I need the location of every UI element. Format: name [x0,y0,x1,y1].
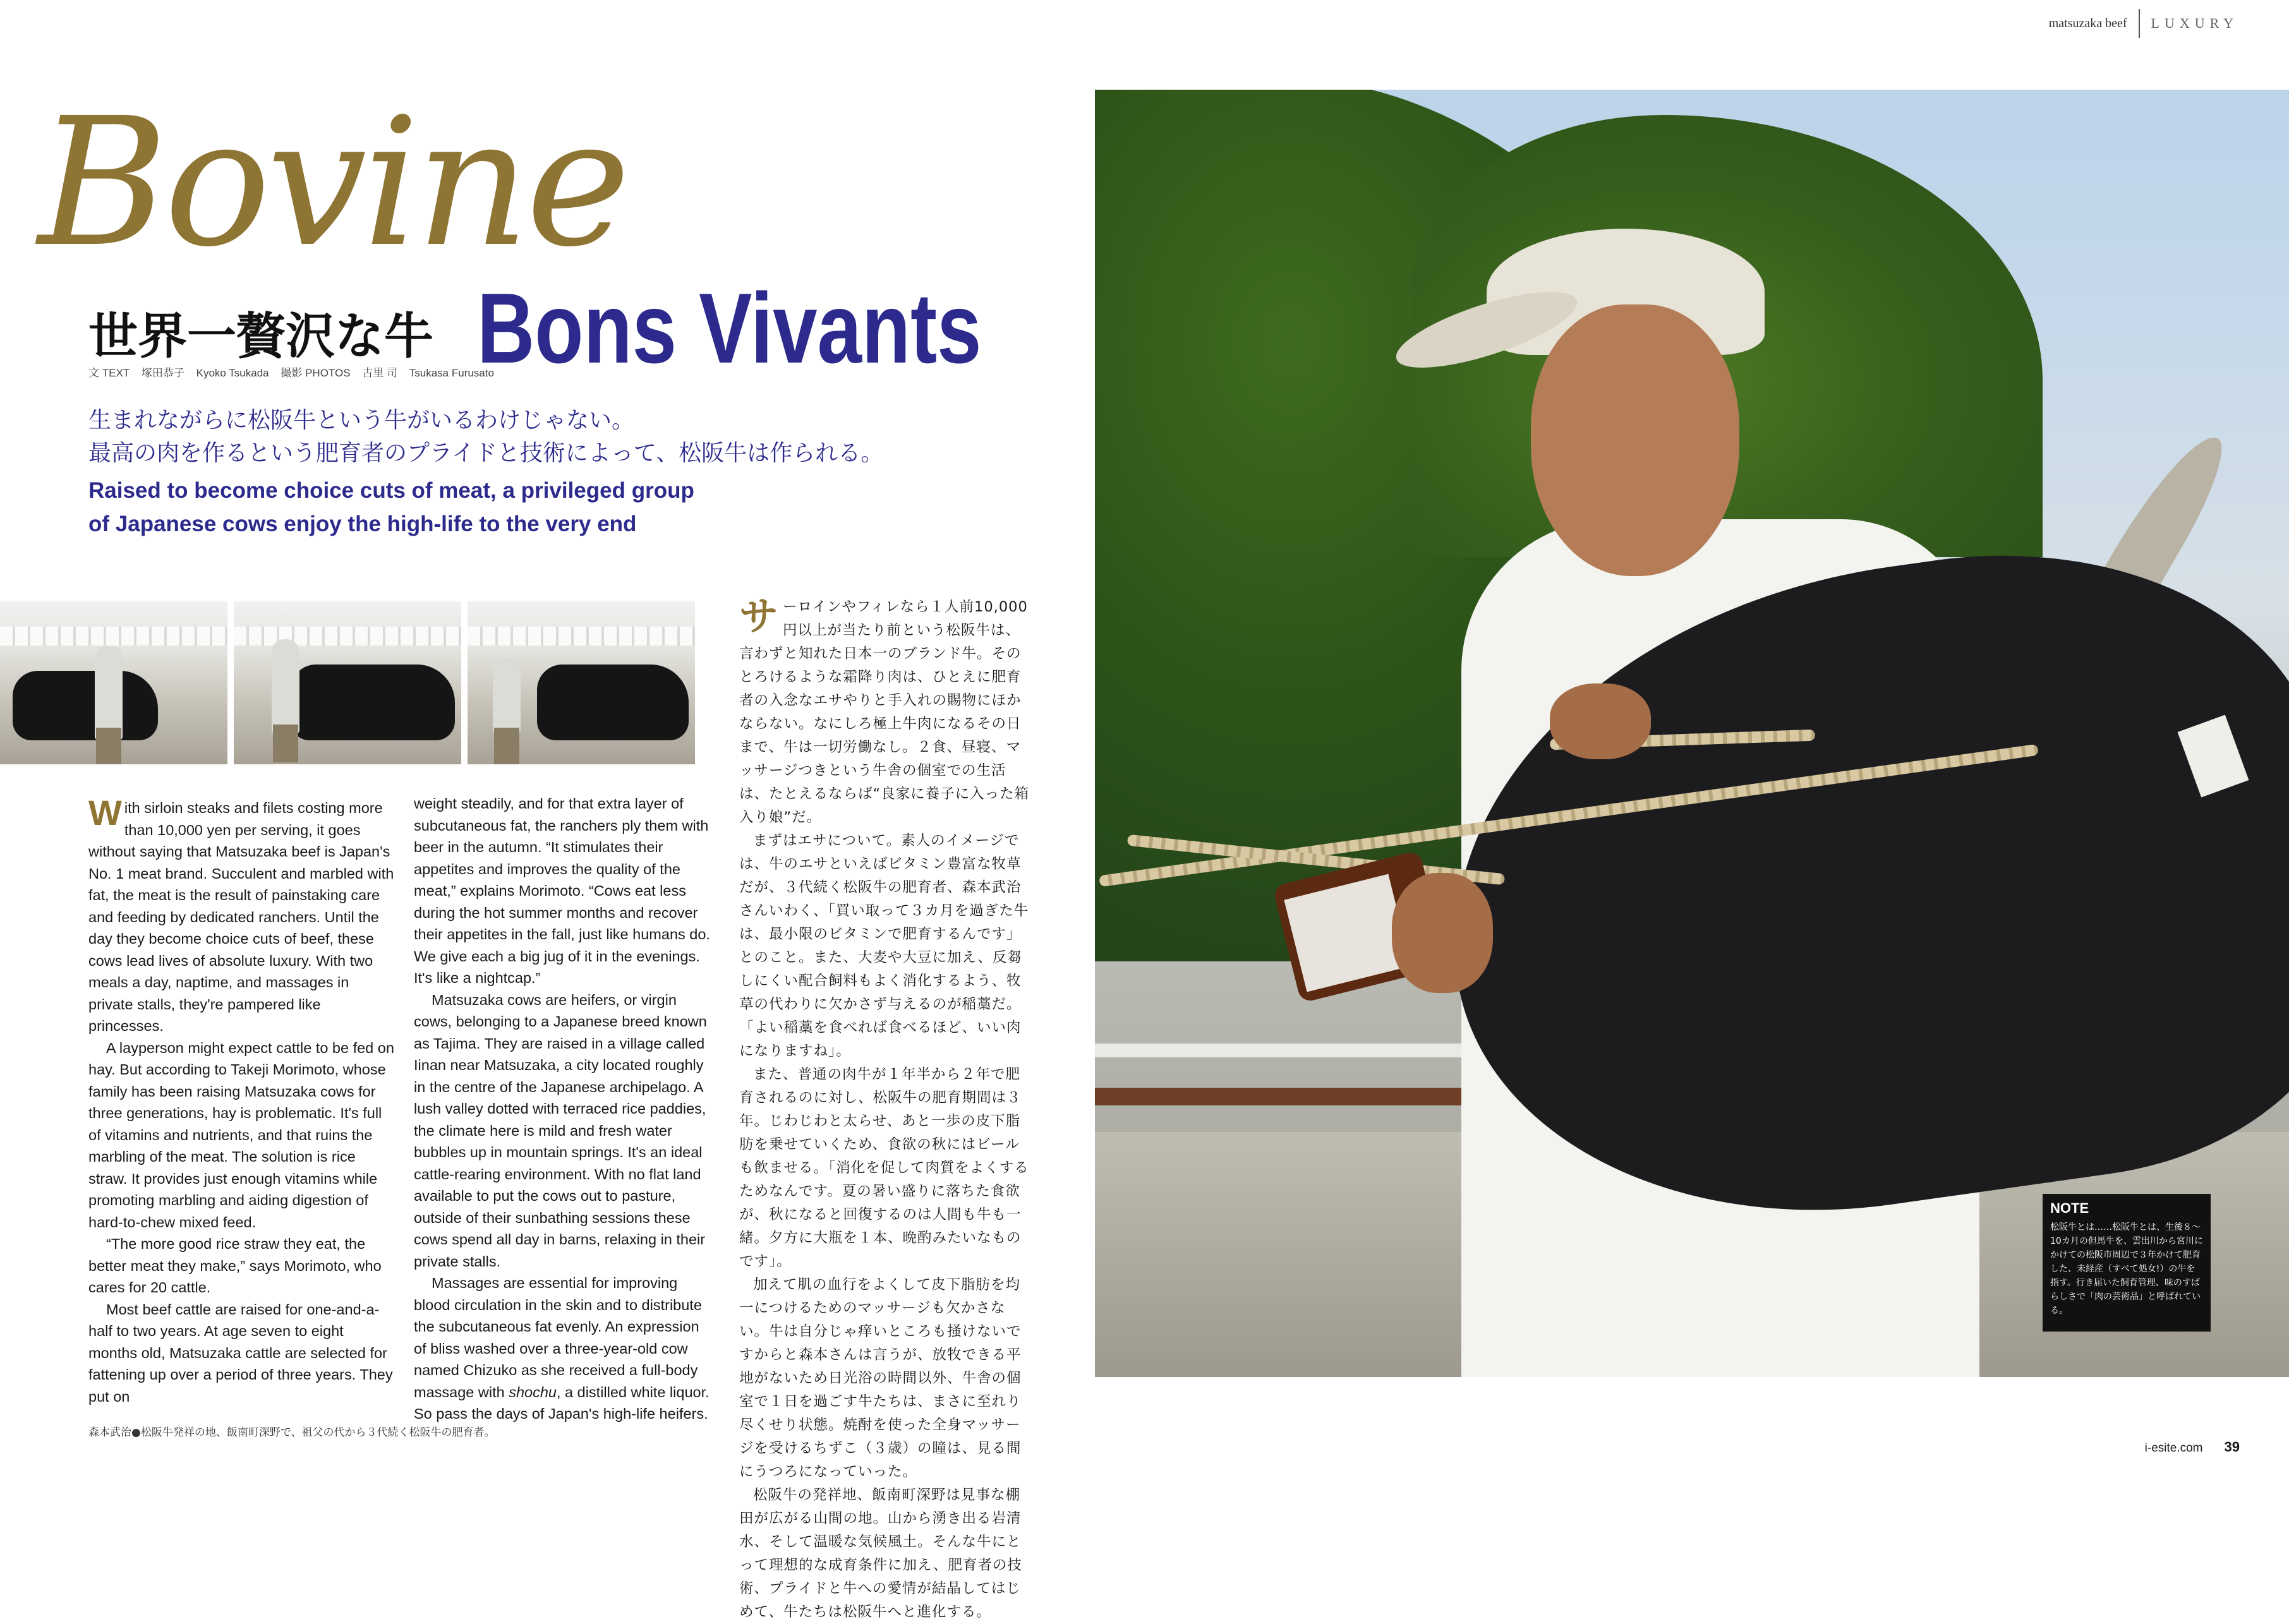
english-title: Bons Vivants [477,273,982,384]
script-title: Bovine [38,80,627,286]
writer-en: Kyoko Tsukada [196,367,269,379]
header-divider [2139,9,2140,38]
dropcap: サ [739,593,780,639]
lead-jp-line1: 生まれながらに松阪牛という牛がいるわけじゃない。 [88,407,635,433]
photo-credit-label: 撮影 PHOTOS [281,367,351,379]
section-label: matsuzaka beef [2048,16,2127,30]
site-url: i-esite.com [2144,1441,2203,1455]
thumbnail-photo [234,601,461,764]
body-english-column-2 [414,793,714,1425]
lead-english: Raised to become choice cuts of meat, a privileged group of Japanese cows enjoy the high-life to the very end [88,478,694,536]
paragraph [414,1272,714,1425]
paragraph: A layperson might expect cattle to be fed on hay. But according to Takeji Morimoto, whose family has been raising Matsuzaka cows for three generations, hay is problematic. It's full of vitamins and nutrients, and that ruins the marbling of the meat. The solution is rice straw. It provides just enough vitamins while promoting marbling and aiding digestion of hard-to-chew mixed feed. [88,1039,394,1230]
writer-jp: 塚田恭子 [141,367,184,379]
folio [2145,1439,2240,1455]
text-run: Massages are essential for improving blood circulation in the skin and to distribute the subcutaneous fat evenly. An expression of bliss washed over a three-year-old cow named Chizuko as she received a full-body massage with [414,1275,702,1400]
paragraph: 加えて肌の血行をよくして皮下脂肪を均一につけるためのマッサージも欠かさない。牛は自分じゃ痒いところも掻けないですからと森本さんは言うが、放牧できる平地がないため日光浴の時間以外、牛舎の個室で１日を過ごす牛たちは、まさに至れり尽くせり状態。焼酎を使った全身マッサージを受けるちずこ（３歳）の瞳は、見る間にうつろになっていった。 [739,1277,1022,1480]
italic-term: shochu [509,1383,557,1400]
credits [88,364,503,380]
body-japanese-column [739,593,1033,1624]
paragraph: ith sirloin steaks and filets costing more than 10,000 yen per serving, it goes without saying that Matsuzaka beef is Japan's No. 1 meat brand. Succulent and marbled with fat, the meat is the result of painstaking care and feeding by dedicated ranchers. Until the day they become choice cuts of beef, these cows lead lives of absolute luxury. With two meals a day, naptime, and massages in private stalls, they're pampered like princesses. [88,800,394,1034]
note-title: NOTE [2050,1200,2089,1216]
lead-jp-line2: 最高の肉を作るという肥育者のプライドと技術によって、松阪牛は作られる。 [88,440,884,466]
paragraph: また、普通の肉牛が１年半から２年で肥育されるのに対し、松阪牛の肥育期間は３年。じわじわと太らせ、あと一歩の皮下脂肪を乗せていくため、食欲の秋にはビールも飲ませる。「消化を促して肉質をよくするためなんです。夏の暑い盛りに落ちた食欲が、秋になると回復するのは人間も牛も一緒。夕方に大瓶を１本、晩酌みたいなものです」。 [739,1066,1029,1270]
dropcap: W [88,793,122,833]
paragraph: weight steadily, and for that extra layer of subcutaneous fat, the ranchers ply them with beer in the autumn. “It stimulates their appetites and improves the quality of the meat,” explains Morimoto. “Cows eat less during the hot summer months and recover their appetites in the fall, just like humans do. We give each a big jug of it in the evenings. It's like a nightcap.” [414,795,710,986]
thumbnail-photo [0,601,227,764]
photographer-jp: 古里 司 [362,367,398,379]
main-photo [1095,90,2289,1377]
photographer-en: Tsukasa Furusato [409,367,494,379]
body-english-column-1 [88,793,395,1407]
note-box [2043,1194,2211,1332]
running-header [2049,9,2238,38]
text-credit-label: 文 TEXT [88,367,130,379]
paragraph: まずはエサについて。素人のイメージでは、牛のエサといえばビタミン豊富な牧草だが、３代続く松阪牛の肥育者、森本武治さんいわく、「買い取って３カ月を過ぎた牛は、最小限のビタミンで肥育するんです」とのこと。また、大麦や大豆に加え、反芻しにくい配合飼料もよく消化するよう、牧草の代わりに欠かさず与えるのが稲藁だ。「よい稲藁を食べれば食べるほど、いい肉になりますね」。 [739,833,1029,1059]
paragraph: “The more good rice straw they eat, the better meat they make,” says Morimoto, who cares for 20 cattle. [88,1236,382,1296]
japanese-title: 世界一贅沢な牛 [88,308,434,365]
thumbnail-photo [468,601,695,764]
paragraph: Matsuzaka cows are heifers, or virgin cows, belonging to a Japanese breed known as Tajima. They are raised in a village called Iinan near Matsuzaka, a city located roughly in the centre of the Japanese archipelago. A lush valley dotted with terraced rice paddies, the climate here is mild and fresh water bubbles up in mountain springs. It's an ideal cattle-rearing environment. With no flat land available to put the cows out to pasture, outside of their sunbathing sessions these cows spend all day in barns, relaxing in their private stalls. [414,991,707,1270]
page-number: 39 [2224,1439,2240,1455]
paragraph: Most beef cattle are raised for one-and-a-half to two years. At age seven to eight months old, Matsuzaka cattle are selected for fattening up over a period of three years. They put on [88,1301,393,1405]
paragraph: ーロインやフィレなら１人前10,000円以上が当たり前という松阪牛は、言わずと知れた日本一のブランド牛。そのとろけるような霜降り肉は、ひとえに肥育者の入念なエサやりと手入れの賜物にほかならない。なにしろ極上牛肉になるその日まで、牛は一切労働なし。２食、昼寝、マッサージつきという牛舎の個室での生活は、たとえるならば“良家に養子に入った箱入り娘”だ。 [739,599,1030,826]
thumbnail-strip [0,601,695,764]
note-body: 松阪牛とは……松阪牛とは、生後８〜10カ月の但馬牛を、雲出川から宮川にかけての松阪市周辺で３年かけて肥育した、未経産（すべて処女!）の牛を指す。行き届いた飼育管理、味のすばらしさで「肉の芸術品」と呼ばれている。 [2050,1222,2203,1316]
photo-caption: 森本武治●松阪牛発祥の地、飯南町深野で、祖父の代から３代続く松阪牛の肥育者。 [88,1426,495,1439]
category-label: LUXURY [2151,15,2238,31]
lead-japanese [88,404,883,470]
text-run: , a distilled white liquor. So pass the days of Japan's high-life heifers. [414,1383,710,1422]
paragraph: 松阪牛の発祥地、飯南町深野は見事な棚田が広がる山間の地。山から湧き出る岩清水、そして温暖な気候風土。そんな牛にとって理想的な成育条件に加え、肥育者の技術、プライドと牛への愛情が結晶してはじめて、牛たちは松阪牛へと進化する。 [739,1487,1022,1620]
